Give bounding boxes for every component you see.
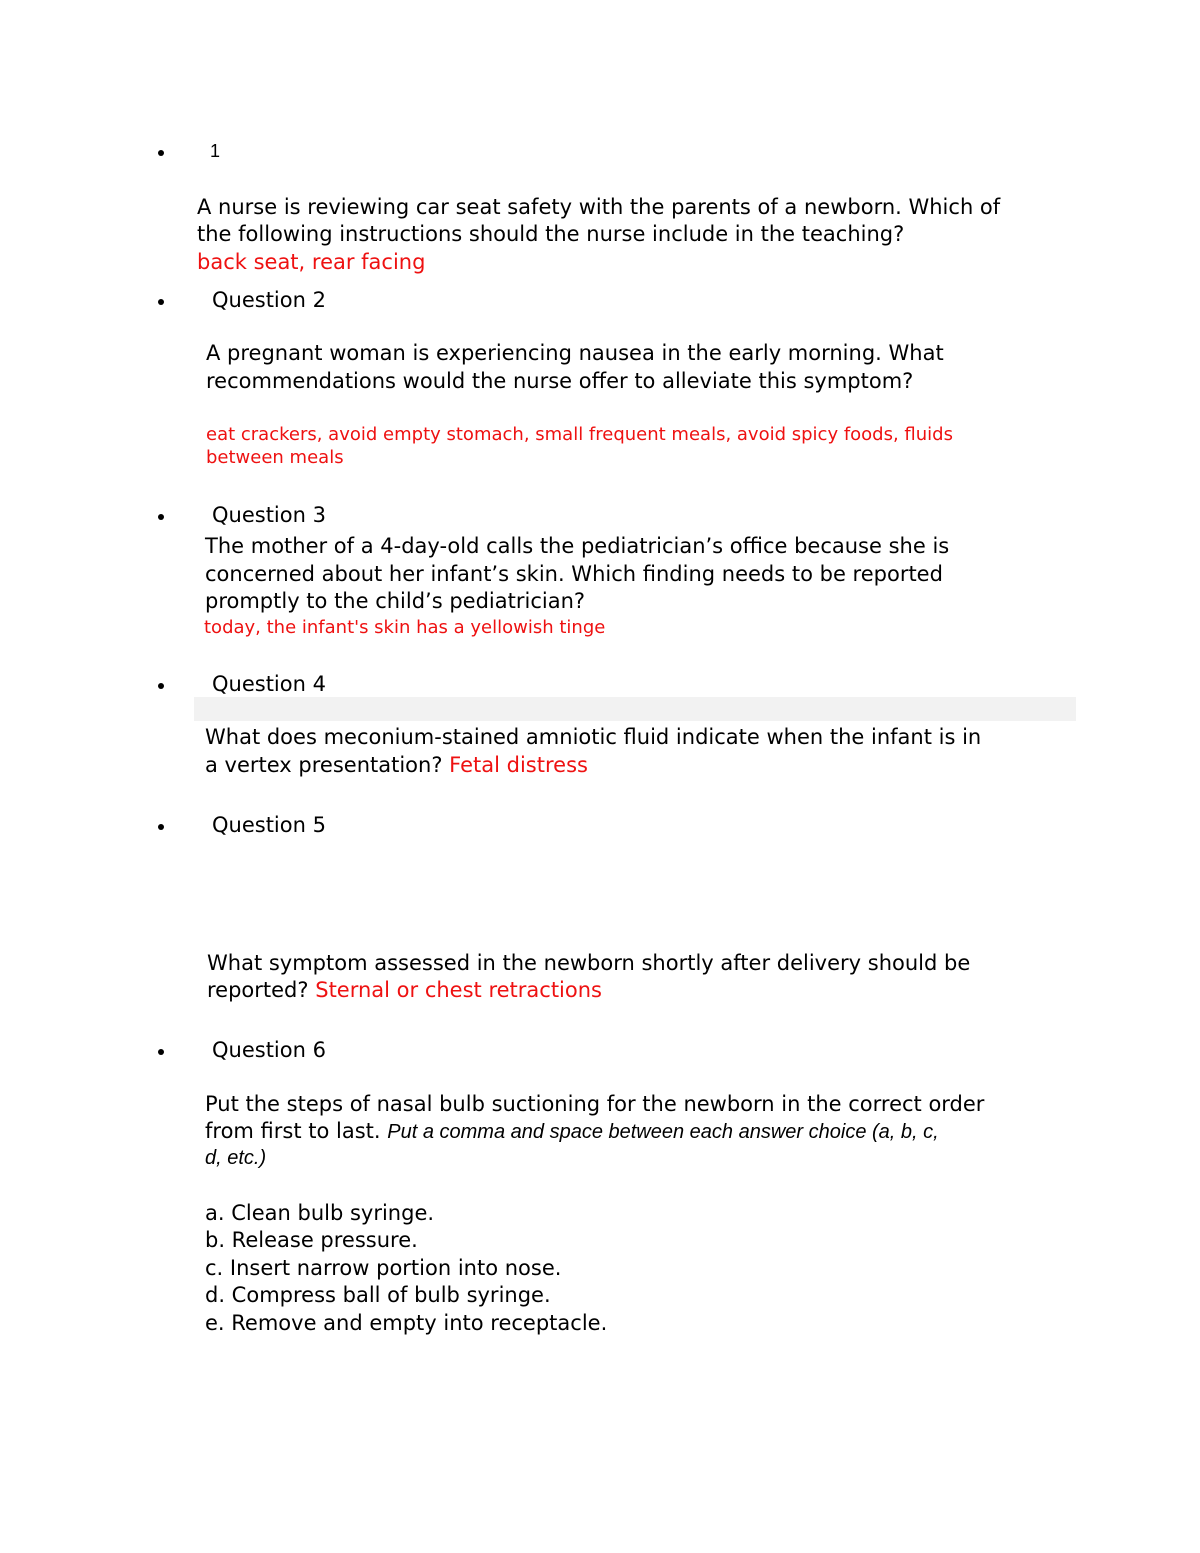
- question-4-text-line1: What does meconium-stained amniotic fluid indicate when the infant is in: [205, 725, 982, 749]
- question-5-text-line2-prefix: reported?: [207, 978, 309, 1002]
- question-6-label: Question 6: [212, 1038, 326, 1062]
- question-2-answer-line1: eat crackers, avoid empty stomach, small frequent meals, avoid spicy foods, fluids: [206, 424, 953, 445]
- question-6-instruction-line1: Put a comma and space between each answer choice (a, b, c,: [387, 1121, 939, 1143]
- option-c: c. Insert narrow portion into nose.: [205, 1256, 562, 1280]
- bullet: [158, 683, 164, 689]
- question-5-answer: Sternal or chest retractions: [315, 978, 602, 1002]
- question-5-label: Question 5: [212, 813, 326, 837]
- question-5-text-line1: What symptom assessed in the newborn shortly after delivery should be: [207, 951, 971, 975]
- question-2-text-line2: recommendations would the nurse offer to alleviate this symptom?: [206, 369, 914, 393]
- bullet: [158, 150, 164, 156]
- question-4-label: Question 4: [212, 672, 326, 696]
- question-1-text-line2: the following instructions should the nurse include in the teaching?: [197, 222, 905, 246]
- question-3-answer: today, the infant's skin has a yellowish tinge: [204, 617, 606, 638]
- shaded-bar: [194, 697, 1076, 721]
- bullet: [158, 824, 164, 830]
- question-1-answer: back seat, rear facing: [197, 250, 426, 274]
- question-4-text-line2: [205, 752, 588, 780]
- question-6-instruction-line2: d, etc.): [205, 1147, 267, 1169]
- option-d: d. Compress ball of bulb syringe.: [205, 1283, 551, 1307]
- question-6-text-line1: Put the steps of nasal bulb suctioning for the newborn in the correct order: [205, 1092, 985, 1116]
- question-4-text-line2-prefix: a vertex presentation?: [205, 753, 443, 777]
- question-6-text-line2: [205, 1118, 939, 1147]
- bullet: [158, 1049, 164, 1055]
- question-1-label: 1: [210, 141, 221, 161]
- question-2-answer-line2: between meals: [206, 447, 344, 468]
- option-e: e. Remove and empty into receptacle.: [205, 1311, 608, 1335]
- question-3-text-line1: The mother of a 4-day-old calls the pediatrician’s office because she is: [205, 534, 950, 558]
- option-b: b. Release pressure.: [205, 1228, 418, 1252]
- question-2-text-line1: A pregnant woman is experiencing nausea in the early morning. What: [206, 341, 944, 365]
- question-3-label: Question 3: [212, 503, 326, 527]
- option-a: a. Clean bulb syringe.: [205, 1201, 435, 1225]
- question-6-text-line2-prefix: from first to last.: [205, 1119, 381, 1143]
- question-4-answer: Fetal distress: [449, 753, 588, 777]
- bullet: [158, 299, 164, 305]
- question-2-label: Question 2: [212, 288, 326, 312]
- question-3-text-line2: concerned about her infant’s skin. Which finding needs to be reported: [205, 562, 943, 586]
- bullet: [158, 514, 164, 520]
- question-5-text-line2: [207, 977, 602, 1005]
- question-3-text-line3: promptly to the child’s pediatrician?: [205, 589, 586, 613]
- question-1-text-line1: A nurse is reviewing car seat safety with the parents of a newborn. Which of: [197, 195, 1001, 219]
